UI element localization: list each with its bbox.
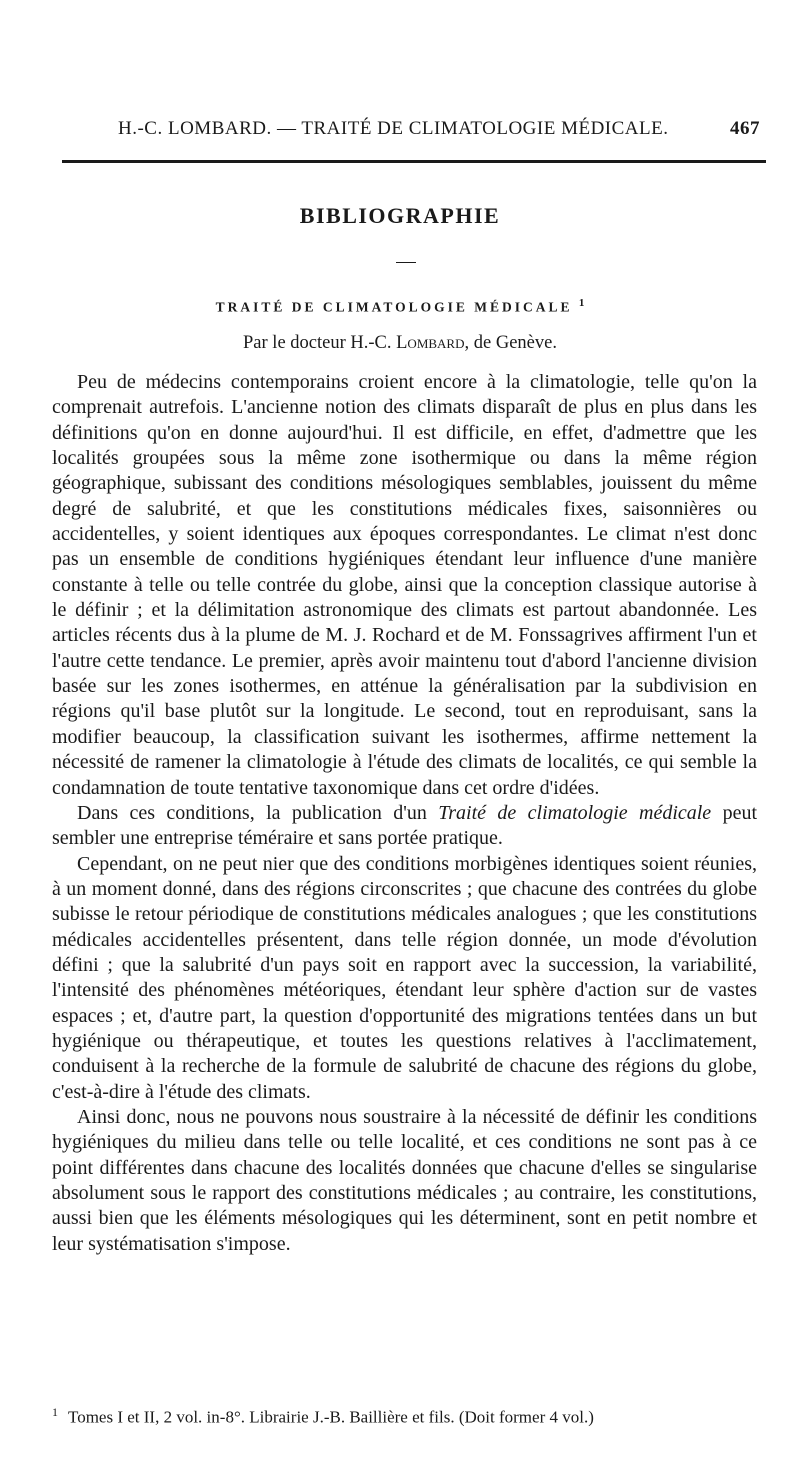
paragraph-2: [52, 801, 757, 852]
running-title: H.-C. LOMBARD. — TRAITÉ DE CLIMATOLOGIE MÉDICALE.: [118, 118, 669, 139]
footnote-reference[interactable]: 1: [578, 297, 585, 309]
footnote: [52, 1405, 757, 1428]
author-name: Lombard: [396, 333, 465, 353]
title-divider: [396, 262, 416, 263]
book-title: [0, 297, 800, 316]
header-rule: [62, 160, 766, 163]
review-body: [52, 370, 757, 1257]
byline: [0, 333, 800, 354]
book-title-italic: Traité de climatologie médicale: [438, 801, 712, 824]
paragraph-4: Ainsi donc, nous ne pouvons nous soustraire à la nécessité de définir les conditions hygiéniques du milieu dans telle ou telle localité, et ces conditions ne sont pas à ce point différentes dans chacune des localités données que chacune d'elles se singularise absolument sous le rapport des constitutions médicales ; au contraire, les constitutions, aussi bien que les éléments mésologiques qui les déterminent, sont en petit nombre et leur systématisation s'impose.: [52, 1105, 757, 1255]
paragraph-2-start: Dans ces conditions, la publication d'un: [77, 801, 439, 824]
section-title: BIBLIOGRAPHIE: [299, 203, 501, 228]
book-title-text: TRAITÉ DE CLIMATOLOGIE MÉDICALE: [215, 299, 573, 315]
paragraph-2-end: peut sembler une entreprise téméraire et sans portée pratique.: [52, 801, 758, 850]
page-number: 467: [730, 118, 760, 139]
paragraph-3: Cependant, on ne peut nier que des conditions morbigènes identiques soient réunies, à un moment donné, dans des régions circonscrites ; que chacune des contrées du globe subisse le retour périodique de constitutions médicales analogues ; que les constitutions médicales accidentelles présentent, dans telle région donnée, un mode d'évolution défini ; que la salubrité d'un pays soit en rapport avec la succession, la variabilité, l'intensité des phénomènes météoriques, étendant leur sphère d'action sur de vastes espaces ; et, d'autre part, la question d'opportunité des migrations tentées dans un but hygiénique ou thérapeutique, et toutes les questions relatives à l'acclimatement, conduisent à la recherche de la formule de salubrité de chacune des régions du globe, c'est-à-dire à l'étude des climats.: [52, 852, 757, 1103]
byline-prefix: Par le docteur H.-C.: [243, 333, 397, 353]
byline-suffix: , de Genève.: [464, 333, 557, 353]
footnote-text: Tomes I et II, 2 vol. in-8°. Librairie J.-B. Baillière et fils. (Doit former 4 vol.): [68, 1407, 594, 1427]
paragraph-1: Peu de médecins contemporains croient encore à la climatologie, telle qu'on la comprenait autrefois. L'ancienne notion des climats disparaît de plus en plus dans les définitions qu'on en donne aujourd'hui. Il est difficile, en effet, d'admettre que les localités groupées sous la même zone isothermique ou dans la même région géographique, subissant des conditions mésologiques semblables, jouissent du même degré de salubrité, et que les constitutions médicales fixes, saisonnières ou accidentelles, y soient identiques aux époques correspondantes. Le climat n'est donc pas un ensemble de conditions hygiéniques étendant leur influence d'une manière constante à telle ou telle contrée du globe, ainsi que la conception classique autorise à le définir ; et la délimitation astronomique des climats est partout abandonnée. Les articles récents dus à la plume de M. J. Rochard et de M. Fonssagrives affirment l'un et l'autre cette tendance. Le premier, après avoir maintenu tout d'abord l'ancienne division basée sur les zones isothermes, en atténue la généralisation par la subdivision en régions qu'il base plutôt sur la longitude. Le second, tout en reproduisant, sans la modifier beaucoup, la classification suivant les isothermes, affirme nettement la nécessité de ramener la climatologie à l'étude des climats de localités, ce qui semble la condamnation de toute tentative taxonomique dans cet ordre d'idées.: [52, 371, 757, 799]
footnote-marker: 1: [52, 1405, 58, 1419]
